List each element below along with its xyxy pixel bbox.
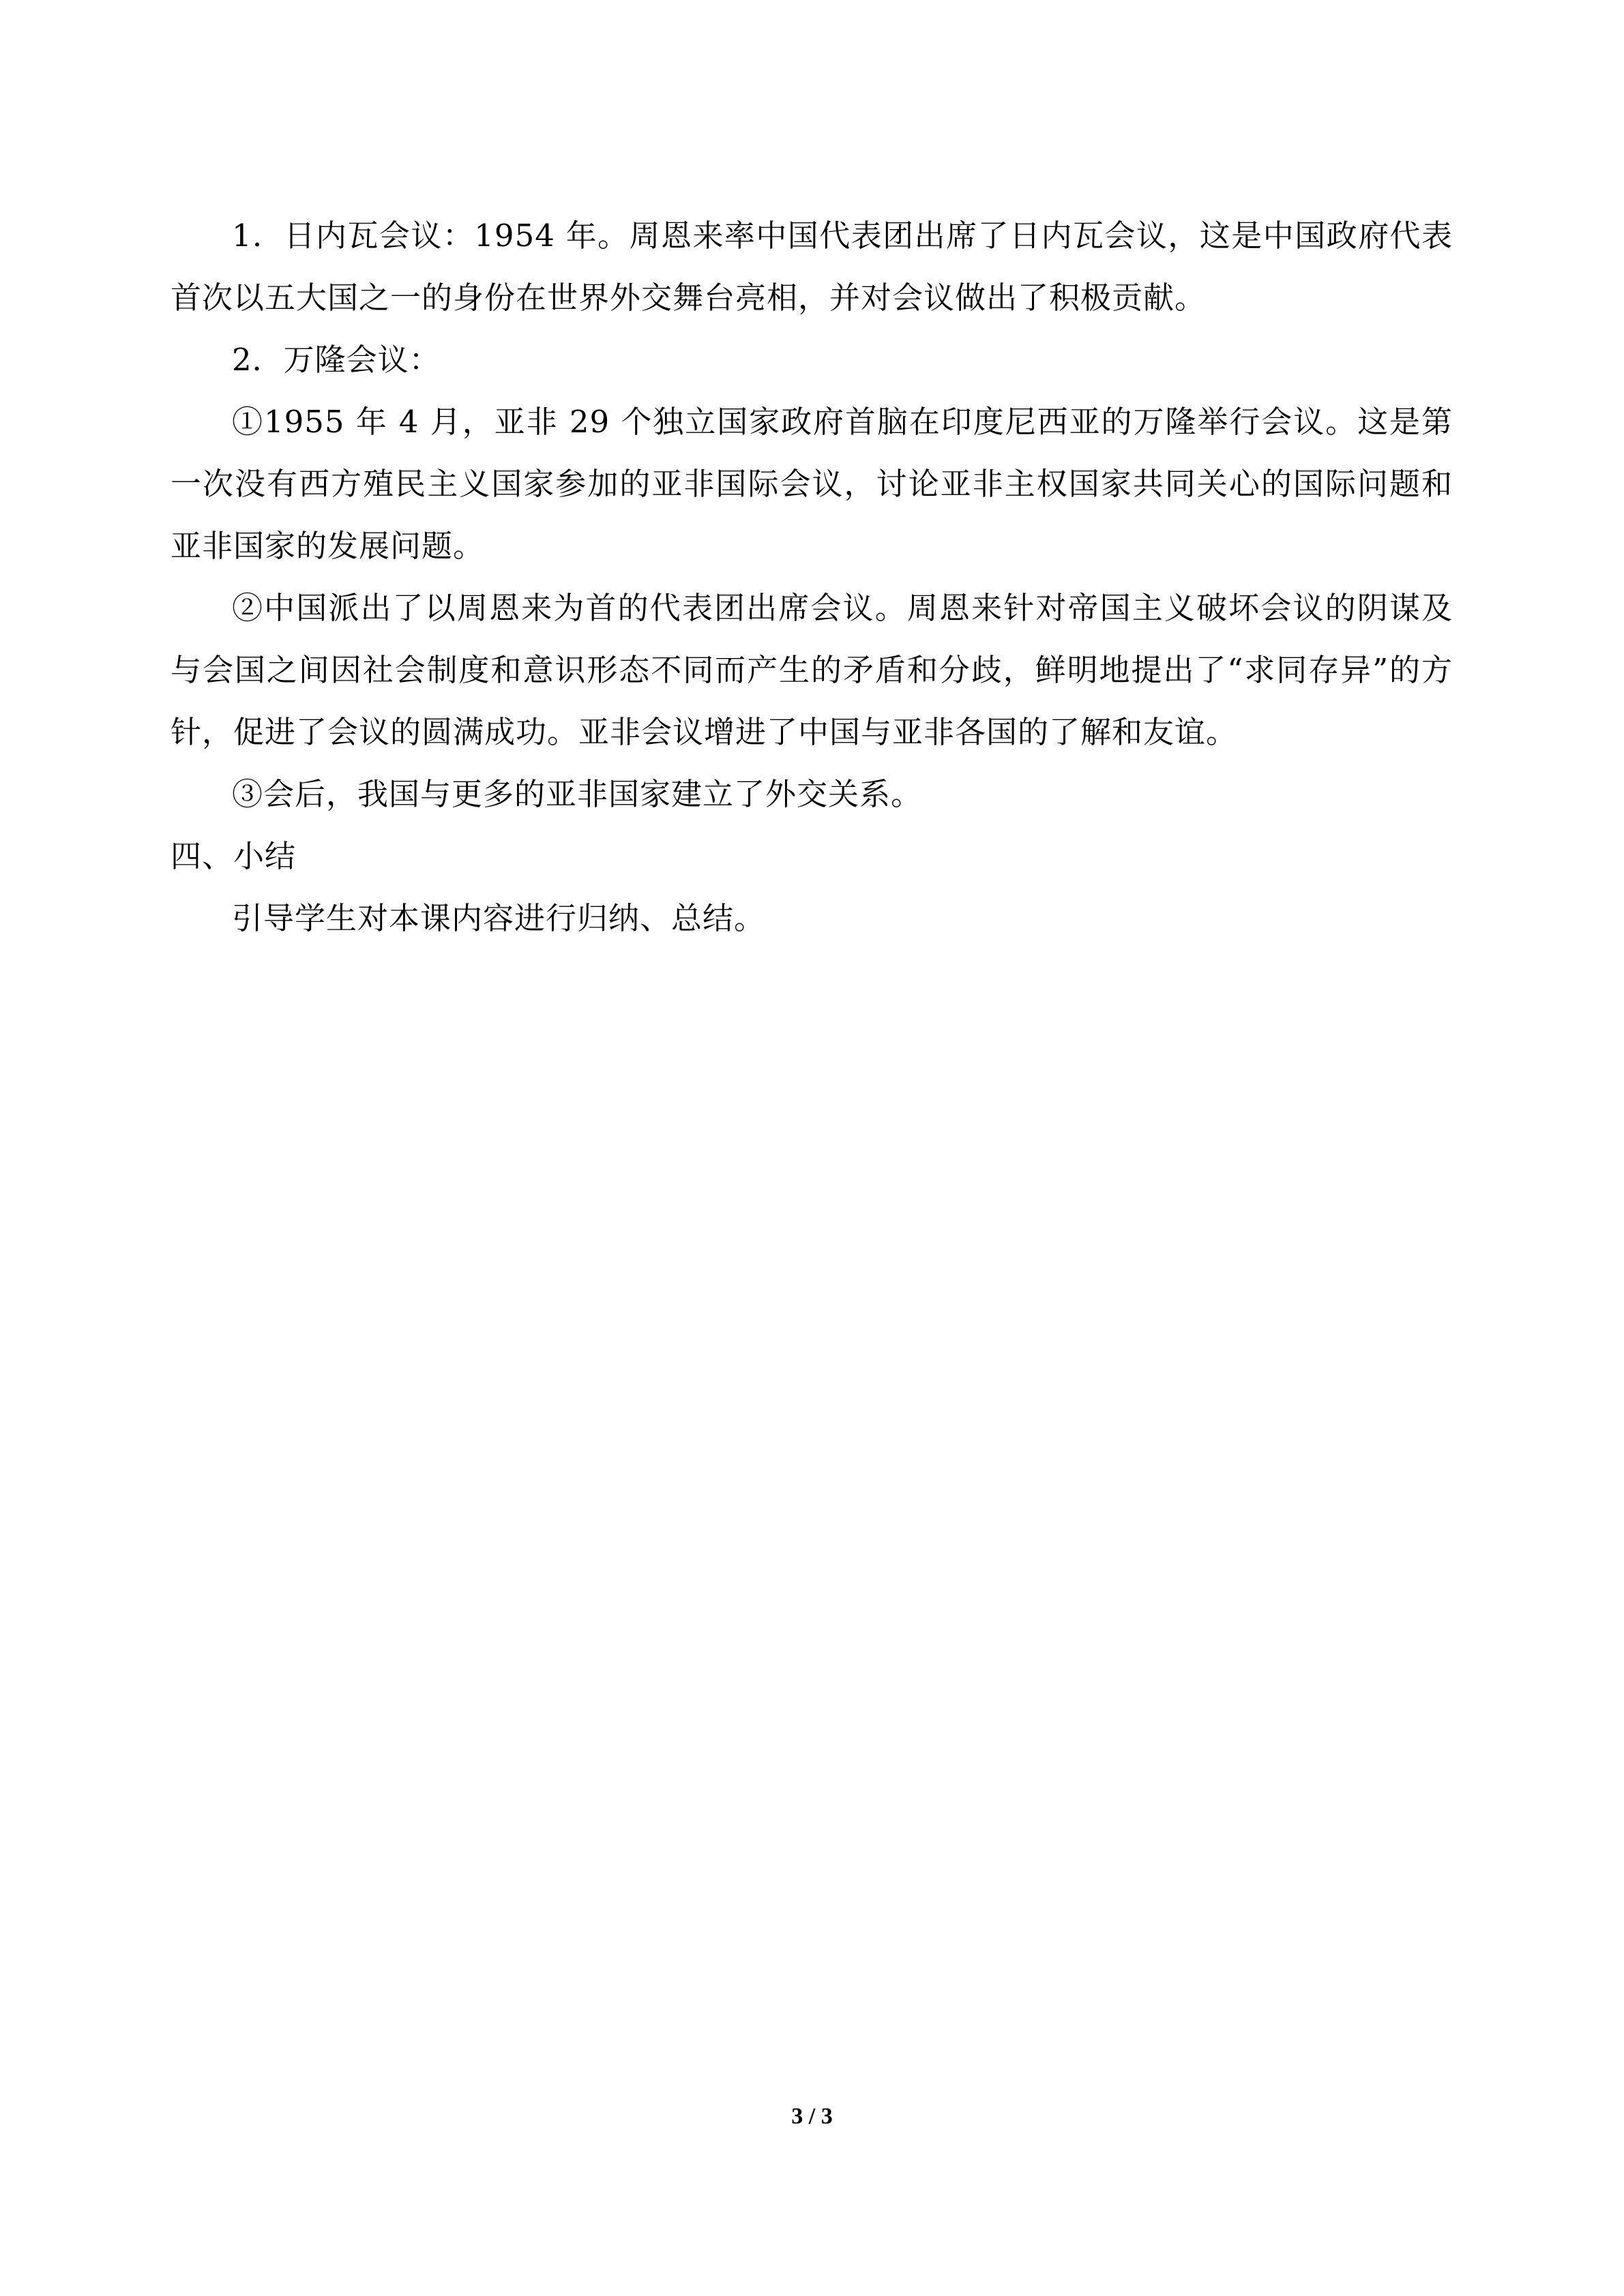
- paragraph-bandung-point-3: ③会后，我国与更多的亚非国家建立了外交关系。: [232, 776, 923, 812]
- section-heading-summary: 四、小结: [171, 838, 297, 874]
- paragraph-bandung-point-2: ②中国派出了以周恩来为首的代表团出席会议。周恩来针对帝国主义破坏会议的阴谋及与会国之间因社会制度和意识形态不同而产生的矛盾和分歧，鲜明地提出了“求同存异”的方针，促进了会议的圆满成功。亚非会议增进了中国与亚非各国的了解和友谊。: [171, 590, 1453, 750]
- paragraph-summary: 引导学生对本课内容进行归纳、总结。: [232, 900, 766, 936]
- paragraph-bandung-point-1: ①1955 年 4 月，亚非 29 个独立国家政府首脑在印度尼西亚的万隆举行会议。这是第一次没有西方殖民主义国家参加的亚非国际会议，讨论亚非主权国家共同关心的国际问题和亚非国家的发展问题。: [171, 404, 1453, 564]
- page-number: 3 / 3: [791, 2104, 833, 2129]
- document-body: [171, 205, 1453, 949]
- paragraph-geneva-conference: 1．日内瓦会议：1954 年。周恩来率中国代表团出席了日内瓦会议，这是中国政府代表首次以五大国之一的身份在世界外交舞台亮相，并对会议做出了积极贡献。: [171, 218, 1453, 316]
- paragraph-bandung-title: 2．万隆会议：: [232, 342, 441, 378]
